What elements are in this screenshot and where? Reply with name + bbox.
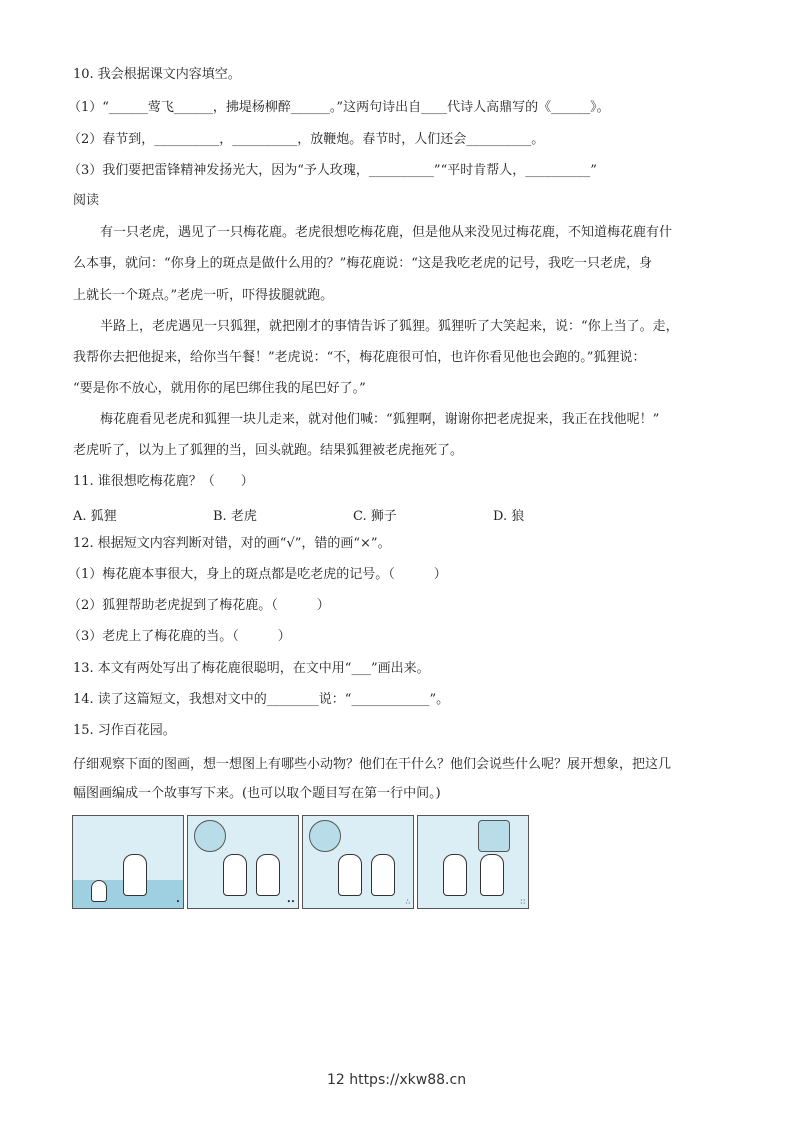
q13: 13. 本文有两处写出了梅花鹿很聪明，在文中用“___”画出来。 xyxy=(73,661,430,676)
q10-item-2: （2）春节到，__________，__________，放鞭炮。春节时，人们还会__________。 xyxy=(68,132,545,147)
q10-item-3: （3）我们要把雷锋精神发扬光大，因为“予人玫瑰，__________”“平时肯帮人，__________” xyxy=(68,163,597,178)
q14: 14. 读了这篇短文，我想对文中的________说：“____________”。 xyxy=(73,692,450,707)
picture-panel-1: • xyxy=(72,815,184,909)
passage-line: 上就长一个斑点。”老虎一听，吓得拔腿就跑。 xyxy=(73,288,334,303)
q12-item-2: （2）狐狸帮助老虎捉到了梅花鹿。（ ） xyxy=(68,598,330,613)
q10-item-1: （1）“______莺飞______，拂堤杨柳醉______。”这两句诗出自____代诗人高鼎写的《______》。 xyxy=(68,100,610,115)
passage-line: “要是你不放心，就用你的尾巴绑住我的尾巴好了。” xyxy=(73,381,366,396)
q10-title: 10. 我会根据课文内容填空。 xyxy=(73,67,241,82)
q11-title: 11. 谁很想吃梅花鹿？（ ） xyxy=(73,474,254,489)
q12-item-3: （3）老虎上了梅花鹿的当。（ ） xyxy=(68,629,291,644)
option-a: A. 狐狸 xyxy=(73,509,117,524)
passage-line: 梅花鹿看见老虎和狐狸一块儿走来，就对他们喊：“狐狸啊，谢谢你把老虎捉来，我正在找他呢！” xyxy=(100,412,660,427)
q15-title: 15. 习作百花园。 xyxy=(73,723,176,738)
passage-line: 我帮你去把他捉来，给你当午餐！”老虎说：“不，梅花鹿很可怕，也许你看见他也会跑的。”狐狸说： xyxy=(73,350,646,365)
option-b: B. 老虎 xyxy=(213,509,257,524)
page-footer: 12 https://xkw88.cn xyxy=(326,1072,467,1088)
q15-instruction: 仔细观察下面的图画，想一想图上有哪些小动物？他们在干什么？他们会说些什么呢？展开想象，把这几 xyxy=(73,757,672,772)
passage-line: 有一只老虎，遇见了一只梅花鹿。老虎很想吃梅花鹿，但是他从来没见过梅花鹿，不知道梅花鹿有什 xyxy=(100,225,673,240)
q12-title: 12. 根据短文内容判断对错，对的画“√”，错的画“×”。 xyxy=(73,536,391,551)
reading-heading: 阅读 xyxy=(73,193,100,208)
q15-instruction: 幅图画编成一个故事写下来。(也可以取个题目写在第一行中间。) xyxy=(73,786,441,801)
q12-item-1: （1）梅花鹿本事很大，身上的斑点都是吃老虎的记号。（ ） xyxy=(68,567,447,582)
passage-line: 半路上，老虎遇见一只狐狸，就把刚才的事情告诉了狐狸。狐狸听了大笑起来，说：“你上当了。走， xyxy=(100,319,679,334)
option-d: D. 狼 xyxy=(493,509,525,524)
picture-panel-3: ∴ xyxy=(302,815,414,909)
q11-options xyxy=(73,505,633,524)
picture-panel-4: ∷ xyxy=(417,815,529,909)
passage-line: 老虎听了，以为上了狐狸的当，回头就跑。结果狐狸被老虎拖死了。 xyxy=(73,443,464,458)
option-c: C. 狮子 xyxy=(353,509,397,524)
passage-line: 么本事，就问：“你身上的斑点是做什么用的？”梅花鹿说：“这是我吃老虎的记号，我吃一只老虎，身 xyxy=(73,256,652,271)
picture-strip xyxy=(72,815,529,909)
picture-panel-2: •• xyxy=(187,815,299,909)
